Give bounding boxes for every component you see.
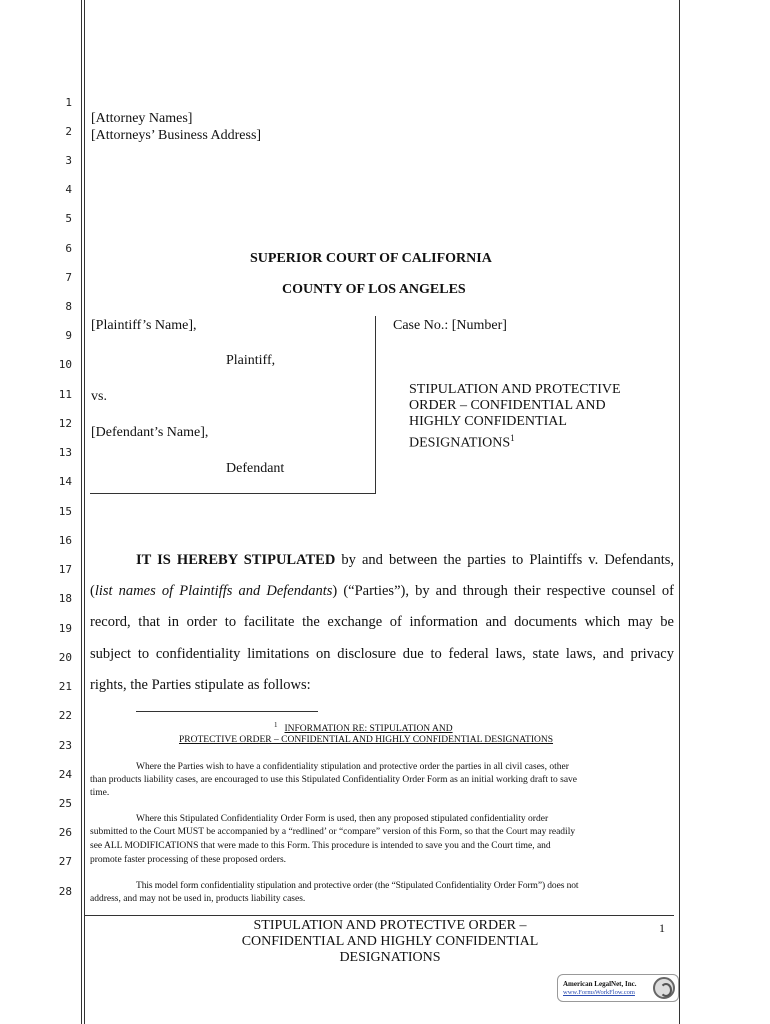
line-number: 1 (65, 96, 72, 109)
line-number: 3 (65, 154, 72, 167)
footnote-p1-line-1: Where the Parties wish to have a confidentiality stipulation and protective order the parties in all civil cases, other (136, 762, 569, 772)
line-number: 28 (58, 885, 72, 898)
footer-title-line-3: DESIGNATIONS (339, 950, 441, 965)
footnote-heading-2: PROTECTIVE ORDER – CONFIDENTIAL AND HIGHLY CONFIDENTIAL DESIGNATIONS (179, 735, 554, 745)
plaintiff-name: [Plaintiff’s Name], (91, 318, 197, 333)
line-number: 25 (58, 797, 72, 810)
footnote-p2-line-2: submitted to the Court MUST be accompanied by a “redlined’ or “compare” version of this Form, so that the Court may readily (90, 827, 576, 837)
line-number: 7 (65, 271, 72, 284)
line-number: 11 (58, 388, 72, 401)
body-line-4: subject to confidentiality limitations on disclosure due to federal laws, state laws, and privacy (90, 646, 674, 662)
footnote-p1-line-3: time. (90, 788, 110, 798)
document-title-line-4 (409, 430, 515, 452)
footnote-p3-line-2: address, and may not be used in, products liability cases. (90, 894, 306, 904)
paren-open: ( (90, 583, 95, 599)
line-number: 19 (58, 622, 72, 635)
footnote-reference[interactable]: 1 (510, 433, 515, 443)
versus-label: vs. (91, 389, 107, 404)
footer-title-line-2: CONFIDENTIAL AND HIGHLY CONFIDENTIAL (241, 934, 539, 949)
line-number: 2 (65, 125, 72, 138)
line-number: 8 (65, 300, 72, 313)
document-title-line-2: ORDER – CONFIDENTIAL AND (409, 398, 606, 413)
document-title-last: DESIGNATIONS (409, 435, 511, 451)
footnote-p3-line-1: This model form confidentiality stipulation and protective order (the “Stipulated Confidentiality Order Form”) does not (136, 881, 579, 891)
parties-placeholder: list names of Plaintiffs and Defendants (94, 583, 333, 599)
body-line-3: record, that in order to facilitate the exchange of information and documents which may be (90, 614, 674, 630)
footnote-separator (136, 711, 318, 712)
publisher-logo-icon (653, 977, 675, 999)
line-number: 6 (65, 242, 72, 255)
footer-title-line-1: STIPULATION AND PROTECTIVE ORDER – (253, 918, 527, 933)
page-number: 1 (659, 921, 665, 935)
line-number: 14 (58, 475, 72, 488)
document-title-line-1: STIPULATION AND PROTECTIVE (409, 382, 621, 397)
body-line-1-rest: by and between the parties to Plaintiffs v. Defendants, (335, 552, 674, 568)
footnote-marker: 1 (274, 721, 278, 729)
line-number: 9 (65, 329, 72, 342)
line-number: 20 (58, 651, 72, 664)
case-number: Case No.: [Number] (393, 318, 507, 333)
left-margin-rule-inner (84, 0, 85, 1024)
publisher-name: American LegalNet, Inc. (563, 980, 637, 988)
footnote-p2-line-4: promote faster processing of these proposed orders. (90, 855, 287, 865)
body-line-2 (90, 583, 674, 600)
line-number: 27 (58, 855, 72, 868)
line-number: 12 (58, 417, 72, 430)
line-number: 13 (58, 446, 72, 459)
line-number: 15 (58, 505, 72, 518)
left-margin-rule-outer (81, 0, 82, 1024)
court-county: COUNTY OF LOS ANGELES (282, 282, 466, 297)
line-number: 16 (58, 534, 72, 547)
body-line-5: rights, the Parties stipulate as follows: (90, 677, 311, 693)
line-number: 4 (65, 183, 72, 196)
document-title-line-3: HIGHLY CONFIDENTIAL (409, 414, 567, 429)
footnote-p1-line-2: than products liability cases, are encouraged to use this Stipulated Confidentiality Order Form as an initial working draft to save (90, 775, 578, 785)
court-name: SUPERIOR COURT OF CALIFORNIA (250, 251, 492, 266)
defendant-name: [Defendant’s Name], (91, 425, 209, 440)
footnote-p2-line-1: Where this Stipulated Confidentiality Order Form is used, then any proposed stipulated confidentiality order (136, 814, 549, 824)
line-number: 18 (58, 592, 72, 605)
line-number: 5 (65, 212, 72, 225)
footnote-heading-text-1: INFORMATION RE: STIPULATION AND (284, 724, 453, 735)
line-number: 22 (58, 709, 72, 722)
line-number: 17 (58, 563, 72, 576)
line-number: 21 (58, 680, 72, 693)
line-number: 24 (58, 768, 72, 781)
defendant-label: Defendant (226, 461, 285, 476)
right-margin-rule (679, 0, 680, 1024)
body-line-2-rest: ) (“Parties”), by and through their respective counsel of (332, 583, 674, 599)
attorney-names: [Attorney Names] (91, 111, 193, 126)
publisher-link[interactable]: www.FormsWorkFlow.com (563, 989, 635, 996)
caption-bottom-rule (90, 493, 376, 494)
line-number: 10 (58, 358, 72, 371)
plaintiff-label: Plaintiff, (226, 353, 276, 368)
caption-vertical-rule (375, 316, 376, 493)
stipulation-lead: IT IS HEREBY STIPULATED (136, 552, 336, 568)
line-number: 26 (58, 826, 72, 839)
footer-rule (84, 915, 674, 916)
body-line-1 (90, 552, 674, 569)
footnote-p2-line-3: see ALL MODIFICATIONS that were made to this Form. This procedure is intended to save you and the Court time, and (90, 841, 551, 851)
publisher-badge[interactable] (557, 974, 679, 1002)
attorney-address: [Attorneys’ Business Address] (91, 128, 262, 143)
line-number: 23 (58, 739, 72, 752)
